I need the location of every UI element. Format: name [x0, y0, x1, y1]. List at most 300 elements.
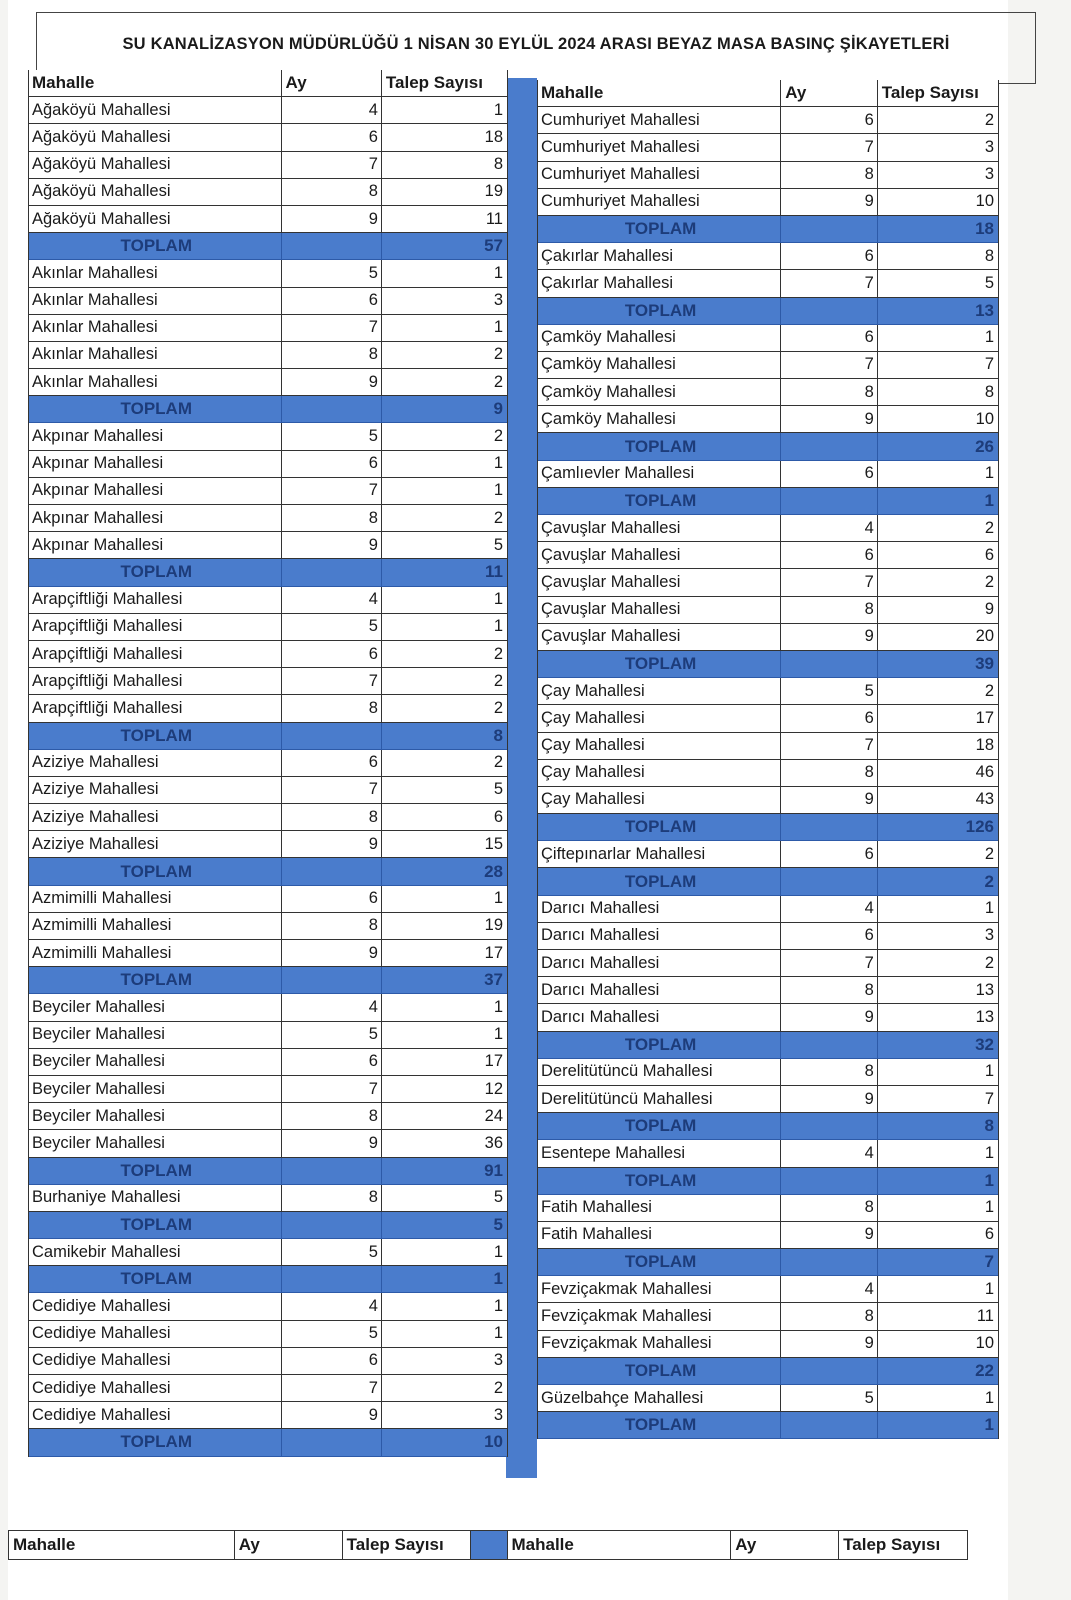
talep-cell: 1	[493, 590, 503, 609]
mahalle-cell: Akpınar Mahallesi	[29, 532, 282, 558]
ay-cell: 8	[282, 179, 382, 205]
mahalle-cell: Akpınar Mahallesi	[29, 505, 282, 531]
total-row	[29, 1158, 507, 1185]
ay-cell: 9	[282, 532, 382, 558]
total-value: 26	[975, 436, 994, 456]
total-label: TOPLAM	[538, 216, 781, 242]
ay-cell: 8	[282, 1185, 382, 1211]
mahalle-cell: Çamlıevler Mahallesi	[538, 461, 781, 487]
table-row	[538, 461, 998, 488]
mahalle-cell: Çiftepınarlar Mahallesi	[538, 841, 781, 867]
mahalle-cell: Aziziye Mahallesi	[29, 750, 282, 776]
mahalle-cell: Azmimilli Mahallesi	[29, 886, 282, 912]
talep-cell: 2	[493, 671, 503, 690]
total-empty-cell	[282, 1212, 382, 1238]
table-row	[538, 977, 998, 1004]
talep-cell: 17	[484, 1052, 503, 1071]
table-row	[29, 913, 507, 940]
ay-cell: 9	[781, 189, 878, 215]
talep-cell: 3	[984, 165, 994, 184]
mahalle-cell: Çavuşlar Mahallesi	[538, 515, 781, 541]
talep-cell: 10	[975, 409, 994, 428]
talep-cell: 1	[493, 889, 503, 908]
header-mahalle: Mahalle	[29, 70, 282, 96]
total-empty-cell	[781, 488, 878, 514]
mahalle-cell: Azmimilli Mahallesi	[29, 913, 282, 939]
mahalle-cell: Fevziçakmak Mahallesi	[538, 1331, 781, 1357]
talep-cell: 5	[493, 535, 503, 554]
table-row	[29, 777, 507, 804]
talep-cell: 18	[484, 127, 503, 146]
total-row	[538, 1032, 998, 1059]
talep-cell: 9	[984, 600, 994, 619]
total-row	[538, 216, 998, 243]
mahalle-cell: Aziziye Mahallesi	[29, 831, 282, 857]
mahalle-cell: Çamköy Mahallesi	[538, 379, 781, 405]
total-row	[538, 1168, 998, 1195]
mahalle-cell: Darıcı Mahallesi	[538, 896, 781, 922]
ay-cell: 5	[282, 1022, 382, 1048]
ay-cell: 7	[781, 352, 878, 378]
talep-cell: 1	[493, 617, 503, 636]
table-row	[29, 831, 507, 858]
talep-cell: 36	[484, 1133, 503, 1152]
talep-cell: 1	[984, 1062, 994, 1081]
total-label: TOPLAM	[538, 1168, 781, 1194]
table-row	[538, 1195, 998, 1222]
talep-cell: 1	[493, 1025, 503, 1044]
talep-cell: 8	[984, 382, 994, 401]
table-row	[29, 260, 507, 287]
talep-cell: 17	[484, 943, 503, 962]
mahalle-cell: Fevziçakmak Mahallesi	[538, 1303, 781, 1329]
total-empty-cell	[781, 216, 878, 242]
mahalle-cell: Çavuşlar Mahallesi	[538, 624, 781, 650]
mahalle-cell: Çamköy Mahallesi	[538, 406, 781, 432]
total-row	[29, 1429, 507, 1456]
talep-cell: 11	[485, 209, 503, 228]
table-row	[538, 515, 998, 542]
talep-cell: 1	[493, 318, 503, 337]
total-empty-cell	[781, 651, 878, 677]
mahalle-cell: Çavuşlar Mahallesi	[538, 569, 781, 595]
table-row	[538, 134, 998, 161]
next-page-header	[8, 1530, 968, 1560]
total-empty-cell	[781, 1113, 878, 1139]
ay-cell: 6	[282, 886, 382, 912]
table-row	[29, 886, 507, 913]
ay-cell: 8	[282, 695, 382, 721]
table-row	[29, 1130, 507, 1157]
ay-cell: 9	[781, 406, 878, 432]
ay-cell: 8	[282, 1103, 382, 1129]
total-row	[538, 488, 998, 515]
mahalle-cell: Güzelbahçe Mahallesi	[538, 1385, 781, 1411]
ay-cell: 7	[282, 668, 382, 694]
table-row	[538, 597, 998, 624]
table-row	[29, 206, 507, 233]
ay-cell: 6	[781, 705, 878, 731]
table-row	[538, 162, 998, 189]
header-ay: Ay	[731, 1531, 839, 1559]
mahalle-cell: Burhaniye Mahallesi	[29, 1185, 282, 1211]
table-row	[29, 478, 507, 505]
ay-cell: 4	[282, 1293, 382, 1319]
total-label: TOPLAM	[538, 1249, 781, 1275]
table-row	[538, 624, 998, 651]
ay-cell: 9	[781, 1004, 878, 1030]
talep-cell: 20	[975, 627, 994, 646]
ay-cell: 4	[781, 896, 878, 922]
talep-cell: 2	[984, 572, 994, 591]
table-row	[538, 1059, 998, 1086]
table-row	[29, 668, 507, 695]
mahalle-cell: Cumhuriyet Mahallesi	[538, 162, 781, 188]
total-label: TOPLAM	[29, 396, 282, 422]
total-row	[29, 1266, 507, 1293]
total-label: TOPLAM	[29, 1429, 282, 1455]
mahalle-cell: Ağaköyü Mahallesi	[29, 206, 282, 232]
mahalle-cell: Beyciler Mahallesi	[29, 1022, 282, 1048]
ay-cell: 9	[282, 206, 382, 232]
talep-cell: 19	[484, 182, 503, 201]
mahalle-cell: Cumhuriyet Mahallesi	[538, 189, 781, 215]
mahalle-cell: Camikebir Mahallesi	[29, 1239, 282, 1265]
ay-cell: 6	[781, 542, 878, 568]
total-value: 2	[984, 871, 994, 891]
total-row	[538, 814, 998, 841]
table-row	[538, 569, 998, 596]
mahalle-cell: Arapçiftliği Mahallesi	[29, 668, 282, 694]
talep-cell: 1	[984, 1388, 994, 1407]
total-label: TOPLAM	[29, 723, 282, 749]
talep-cell: 2	[984, 518, 994, 537]
total-label: TOPLAM	[538, 433, 781, 459]
talep-cell: 2	[493, 372, 503, 391]
ay-cell: 7	[781, 134, 878, 160]
ay-cell: 6	[781, 461, 878, 487]
ay-cell: 4	[781, 515, 878, 541]
total-row	[538, 1249, 998, 1276]
header-mahalle: Mahalle	[9, 1531, 235, 1559]
total-value: 10	[484, 1432, 503, 1452]
table-row	[29, 804, 507, 831]
talep-cell: 5	[493, 1188, 503, 1207]
ay-cell: 9	[781, 1086, 878, 1112]
talep-cell: 5	[984, 273, 994, 292]
table-row	[29, 750, 507, 777]
ay-cell: 7	[282, 777, 382, 803]
mahalle-cell: Darıcı Mahallesi	[538, 923, 781, 949]
table-row	[29, 288, 507, 315]
table-row	[538, 1303, 998, 1330]
mahalle-cell: Beyciler Mahallesi	[29, 1076, 282, 1102]
mahalle-cell: Darıcı Mahallesi	[538, 950, 781, 976]
total-value: 57	[484, 236, 503, 256]
talep-cell: 2	[493, 345, 503, 364]
ay-cell: 5	[781, 1385, 878, 1411]
table-row	[538, 107, 998, 134]
table-row	[29, 614, 507, 641]
ay-cell: 6	[781, 325, 878, 351]
total-label: TOPLAM	[538, 1032, 781, 1058]
table-row	[538, 1276, 998, 1303]
total-row	[29, 233, 507, 260]
talep-cell: 3	[984, 926, 994, 945]
mahalle-cell: Akınlar Mahallesi	[29, 288, 282, 314]
total-row	[538, 298, 998, 325]
table-row	[29, 1103, 507, 1130]
total-empty-cell	[282, 396, 382, 422]
mahalle-cell: Arapçiftliği Mahallesi	[29, 614, 282, 640]
table-row	[538, 733, 998, 760]
mahalle-cell: Azmimilli Mahallesi	[29, 940, 282, 966]
ay-cell: 8	[781, 379, 878, 405]
table-row	[538, 841, 998, 868]
mahalle-cell: Beyciler Mahallesi	[29, 1130, 282, 1156]
total-value: 126	[965, 817, 994, 837]
table-row	[29, 451, 507, 478]
table-row	[29, 994, 507, 1021]
table-row	[538, 705, 998, 732]
ay-cell: 6	[282, 641, 382, 667]
talep-cell: 1	[493, 481, 503, 500]
mahalle-cell: Akınlar Mahallesi	[29, 369, 282, 395]
table-row	[29, 532, 507, 559]
header-mahalle: Mahalle	[538, 80, 781, 106]
table-row	[29, 124, 507, 151]
mahalle-cell: Çakırlar Mahallesi	[538, 270, 781, 296]
ay-cell: 7	[781, 569, 878, 595]
total-value: 91	[484, 1160, 503, 1180]
total-label: TOPLAM	[29, 1266, 282, 1292]
talep-cell: 10	[975, 192, 994, 211]
talep-cell: 1	[493, 1297, 503, 1316]
ay-cell: 6	[781, 107, 878, 133]
mahalle-cell: Beyciler Mahallesi	[29, 994, 282, 1020]
total-label: TOPLAM	[29, 1158, 282, 1184]
mahalle-cell: Çay Mahallesi	[538, 678, 781, 704]
ay-cell: 8	[781, 1303, 878, 1329]
total-label: TOPLAM	[29, 559, 282, 585]
total-empty-cell	[781, 1032, 878, 1058]
total-value: 32	[975, 1034, 994, 1054]
table-row	[29, 152, 507, 179]
total-empty-cell	[282, 723, 382, 749]
ay-cell: 6	[781, 243, 878, 269]
ay-cell: 7	[781, 270, 878, 296]
talep-cell: 1	[984, 1143, 994, 1162]
table-header	[538, 80, 998, 107]
ay-cell: 9	[282, 1130, 382, 1156]
mahalle-cell: Akpınar Mahallesi	[29, 478, 282, 504]
mahalle-cell: Arapçiftliği Mahallesi	[29, 695, 282, 721]
ay-cell: 4	[781, 1140, 878, 1166]
mahalle-cell: Derelitütüncü Mahallesi	[538, 1086, 781, 1112]
talep-cell: 10	[975, 1334, 994, 1353]
table-row	[538, 1385, 998, 1412]
ay-cell: 8	[282, 804, 382, 830]
talep-cell: 13	[975, 980, 994, 999]
ay-cell: 8	[282, 913, 382, 939]
total-row	[538, 651, 998, 678]
total-value: 7	[984, 1252, 994, 1272]
mahalle-cell: Çavuşlar Mahallesi	[538, 597, 781, 623]
mahalle-cell: Arapçiftliği Mahallesi	[29, 587, 282, 613]
talep-cell: 2	[493, 427, 503, 446]
talep-cell: 6	[493, 807, 503, 826]
total-empty-cell	[282, 1429, 382, 1455]
talep-cell: 8	[493, 155, 503, 174]
total-value: 37	[484, 970, 503, 990]
ay-cell: 7	[282, 478, 382, 504]
table-row	[538, 270, 998, 297]
total-row	[538, 868, 998, 895]
total-label: TOPLAM	[538, 1358, 781, 1384]
talep-cell: 24	[484, 1106, 503, 1125]
ay-cell: 8	[781, 1059, 878, 1085]
talep-cell: 2	[493, 508, 503, 527]
ay-cell: 5	[282, 1239, 382, 1265]
ay-cell: 6	[282, 1049, 382, 1075]
mahalle-cell: Cumhuriyet Mahallesi	[538, 107, 781, 133]
talep-cell: 2	[984, 110, 994, 129]
table-row	[538, 923, 998, 950]
ay-cell: 9	[282, 369, 382, 395]
blue-divider-band	[471, 1531, 508, 1559]
ay-cell: 8	[282, 505, 382, 531]
total-label: TOPLAM	[538, 814, 781, 840]
mahalle-cell: Ağaköyü Mahallesi	[29, 97, 282, 123]
total-value: 18	[975, 219, 994, 239]
table-row	[29, 505, 507, 532]
total-value: 1	[493, 1269, 503, 1289]
total-empty-cell	[781, 1249, 878, 1275]
header-mahalle: Mahalle	[508, 1531, 732, 1559]
total-row	[29, 967, 507, 994]
total-empty-cell	[282, 967, 382, 993]
total-value: 9	[493, 399, 503, 419]
table-row	[29, 1076, 507, 1103]
talep-cell: 5	[493, 780, 503, 799]
total-value: 5	[493, 1214, 503, 1234]
table-row	[538, 1086, 998, 1113]
total-value: 1	[984, 1415, 994, 1435]
total-value: 1	[984, 1170, 994, 1190]
talep-cell: 3	[493, 1351, 503, 1370]
mahalle-cell: Cedidiye Mahallesi	[29, 1293, 282, 1319]
table-row	[29, 342, 507, 369]
table-row	[29, 1185, 507, 1212]
talep-cell: 1	[493, 263, 503, 282]
table-row	[538, 787, 998, 814]
talep-cell: 1	[493, 100, 503, 119]
table-row	[538, 406, 998, 433]
table-row	[538, 325, 998, 352]
ay-cell: 4	[282, 994, 382, 1020]
total-row	[538, 433, 998, 460]
table-row	[29, 695, 507, 722]
header-talep: Talep Sayısı	[843, 1535, 941, 1554]
total-empty-cell	[781, 868, 878, 894]
talep-cell: 1	[493, 1242, 503, 1261]
total-row	[538, 1358, 998, 1385]
mahalle-cell: Cumhuriyet Mahallesi	[538, 134, 781, 160]
table-row	[29, 1321, 507, 1348]
table-row	[538, 760, 998, 787]
talep-cell: 3	[984, 137, 994, 156]
total-row	[29, 559, 507, 586]
mahalle-cell: Cedidiye Mahallesi	[29, 1375, 282, 1401]
talep-cell: 2	[984, 844, 994, 863]
mahalle-cell: Derelitütüncü Mahallesi	[538, 1059, 781, 1085]
total-label: TOPLAM	[538, 1412, 781, 1438]
mahalle-cell: Fevziçakmak Mahallesi	[538, 1276, 781, 1302]
total-row	[29, 858, 507, 885]
talep-cell: 1	[984, 899, 994, 918]
ay-cell: 8	[781, 977, 878, 1003]
table-row	[538, 950, 998, 977]
talep-cell: 3	[493, 291, 503, 310]
talep-cell: 2	[493, 1378, 503, 1397]
ay-cell: 9	[781, 624, 878, 650]
table-row	[29, 1022, 507, 1049]
ay-cell: 6	[282, 124, 382, 150]
total-label: TOPLAM	[538, 298, 781, 324]
mahalle-cell: Beyciler Mahallesi	[29, 1049, 282, 1075]
table-row	[29, 940, 507, 967]
right-table	[537, 80, 999, 1439]
left-table	[28, 70, 508, 1457]
talep-cell: 2	[493, 644, 503, 663]
table-row	[29, 1348, 507, 1375]
header-ay: Ay	[781, 80, 878, 106]
total-label: TOPLAM	[538, 1113, 781, 1139]
total-row	[29, 1212, 507, 1239]
page-title: SU KANALİZASYON MÜDÜRLÜĞÜ 1 NİSAN 30 EYLÜL 2024 ARASI BEYAZ MASA BASINÇ ŞİKAYETLERİ	[122, 35, 950, 53]
talep-cell: 1	[493, 454, 503, 473]
total-empty-cell	[781, 433, 878, 459]
ay-cell: 9	[781, 1331, 878, 1357]
total-label: TOPLAM	[538, 488, 781, 514]
table-row	[29, 1375, 507, 1402]
ay-cell: 7	[282, 315, 382, 341]
total-value: 8	[984, 1116, 994, 1136]
mahalle-cell: Ağaköyü Mahallesi	[29, 179, 282, 205]
talep-cell: 2	[984, 953, 994, 972]
table-row	[538, 678, 998, 705]
blue-divider-band	[506, 78, 537, 1478]
ay-cell: 6	[282, 451, 382, 477]
talep-cell: 1	[493, 1324, 503, 1343]
mahalle-cell: Cedidiye Mahallesi	[29, 1321, 282, 1347]
mahalle-cell: Cedidiye Mahallesi	[29, 1348, 282, 1374]
talep-cell: 2	[493, 698, 503, 717]
talep-cell: 7	[984, 355, 994, 374]
ay-cell: 8	[781, 760, 878, 786]
total-empty-cell	[282, 1158, 382, 1184]
total-value: 8	[493, 725, 503, 745]
talep-cell: 12	[484, 1079, 503, 1098]
mahalle-cell: Esentepe Mahallesi	[538, 1140, 781, 1166]
talep-cell: 17	[975, 708, 994, 727]
mahalle-cell: Arapçiftliği Mahallesi	[29, 641, 282, 667]
table-row	[538, 352, 998, 379]
talep-cell: 18	[975, 736, 994, 755]
table-row	[538, 379, 998, 406]
talep-cell: 15	[484, 834, 503, 853]
ay-cell: 8	[781, 162, 878, 188]
